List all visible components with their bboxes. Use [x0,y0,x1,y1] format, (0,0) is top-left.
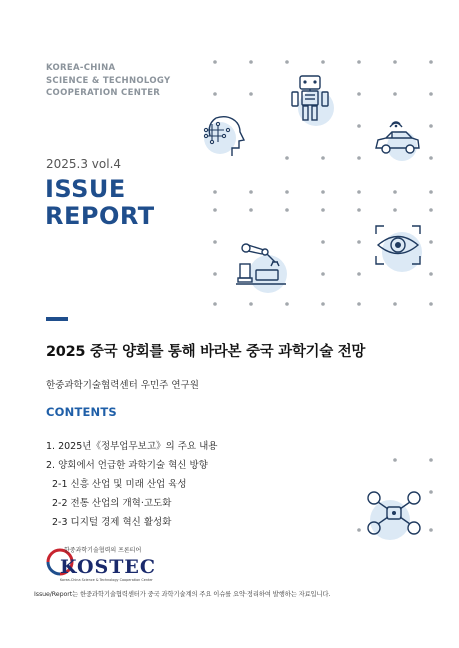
center-name-line: KOREA-CHINA [46,63,116,73]
grid-dot [249,60,253,64]
grid-dot [429,302,433,306]
grid-dot [213,190,217,194]
grid-dot [285,208,289,212]
grid-dot [357,92,361,96]
grid-dot [357,60,361,64]
volume-label: 2025.3 vol.4 [46,157,122,171]
toc-item: 2. 양회에서 언급한 과학기술 혁신 방향 [46,460,208,471]
grid-dot [357,124,361,128]
author-line: 한중과학기술협력센터 우민주 연구원 [46,380,199,391]
grid-dot [285,302,289,306]
grid-dot [357,302,361,306]
grid-dot [429,528,433,532]
grid-dot [357,156,361,160]
grid-dot [393,190,397,194]
center-name-line: SCIENCE & TECHNOLOGY [46,75,171,86]
grid-dot [357,272,361,276]
grid-dot [357,190,361,194]
center-name-line: COOPERATION CENTER [46,88,161,98]
robot-icon [280,70,340,130]
grid-dot [285,60,289,64]
grid-dot [249,208,253,212]
grid-dot [393,302,397,306]
grid-dot [249,302,253,306]
grid-dot [429,156,433,160]
report-type-line: REPORT [45,202,155,230]
grid-dot [393,92,397,96]
grid-dot [321,240,325,244]
grid-dot [429,60,433,64]
grid-dot [321,272,325,276]
smart-car-icon [372,118,422,162]
grid-dot [429,240,433,244]
grid-dot [321,60,325,64]
grid-dot [285,190,289,194]
grid-dot [321,156,325,160]
grid-dot [393,60,397,64]
grid-dot [321,190,325,194]
toc-subitem: 2-3 디지털 경제 혁신 활성화 [52,517,172,528]
grid-dot [321,208,325,212]
grid-dot [213,208,217,212]
toc-subitem: 2-1 신흥 산업 및 미래 산업 육성 [52,479,187,490]
grid-dot [321,302,325,306]
grid-dot [213,272,217,276]
contents-heading: CONTENTS [46,405,117,419]
grid-dot [249,190,253,194]
grid-dot [429,490,433,494]
svg-text:KOSTEC: KOSTEC [60,556,157,578]
kostec-logo [38,542,176,586]
robot-arm-icon [234,238,294,294]
center-name [46,62,170,100]
grid-dot [429,272,433,276]
report-type-line: ISSUE [45,175,126,203]
grid-dot [429,190,433,194]
grid-dot [213,92,217,96]
grid-dot [285,156,289,160]
section-divider [46,317,68,321]
grid-dot [357,240,361,244]
report-title: 2025 중국 양회를 통해 바라본 중국 과학기술 전망 [46,344,366,360]
svg-text:한중과학기술협력의 프론티어: 한중과학기술협력의 프론티어 [64,547,142,554]
svg-text:Korea-China Science & Technolo: Korea-China Science & Technology Cooperation Center [60,578,153,582]
grid-dot [429,124,433,128]
grid-dot [213,240,217,244]
toc-subitem: 2-2 전통 산업의 개혁·고도화 [52,498,172,509]
grid-dot [357,208,361,212]
grid-dot [429,92,433,96]
footer-note: Issue/Report는 한중과학기술협력센터가 중국 과학기술계의 주요 이슈를 요약·정리하여 발행하는 자료입니다. [34,591,331,598]
eye-scan-icon [368,222,428,276]
grid-dot [393,458,397,462]
grid-dot [429,208,433,212]
grid-dot [357,528,361,532]
report-type-title [45,176,155,230]
drone-icon [362,486,426,544]
ai-head-icon [198,110,254,162]
grid-dot [249,92,253,96]
table-of-contents [46,437,217,532]
grid-dot [393,208,397,212]
grid-dot [213,302,217,306]
grid-dot [213,60,217,64]
toc-item: 1. 2025년《정부업무보고》의 주요 내용 [46,441,218,452]
grid-dot [429,458,433,462]
